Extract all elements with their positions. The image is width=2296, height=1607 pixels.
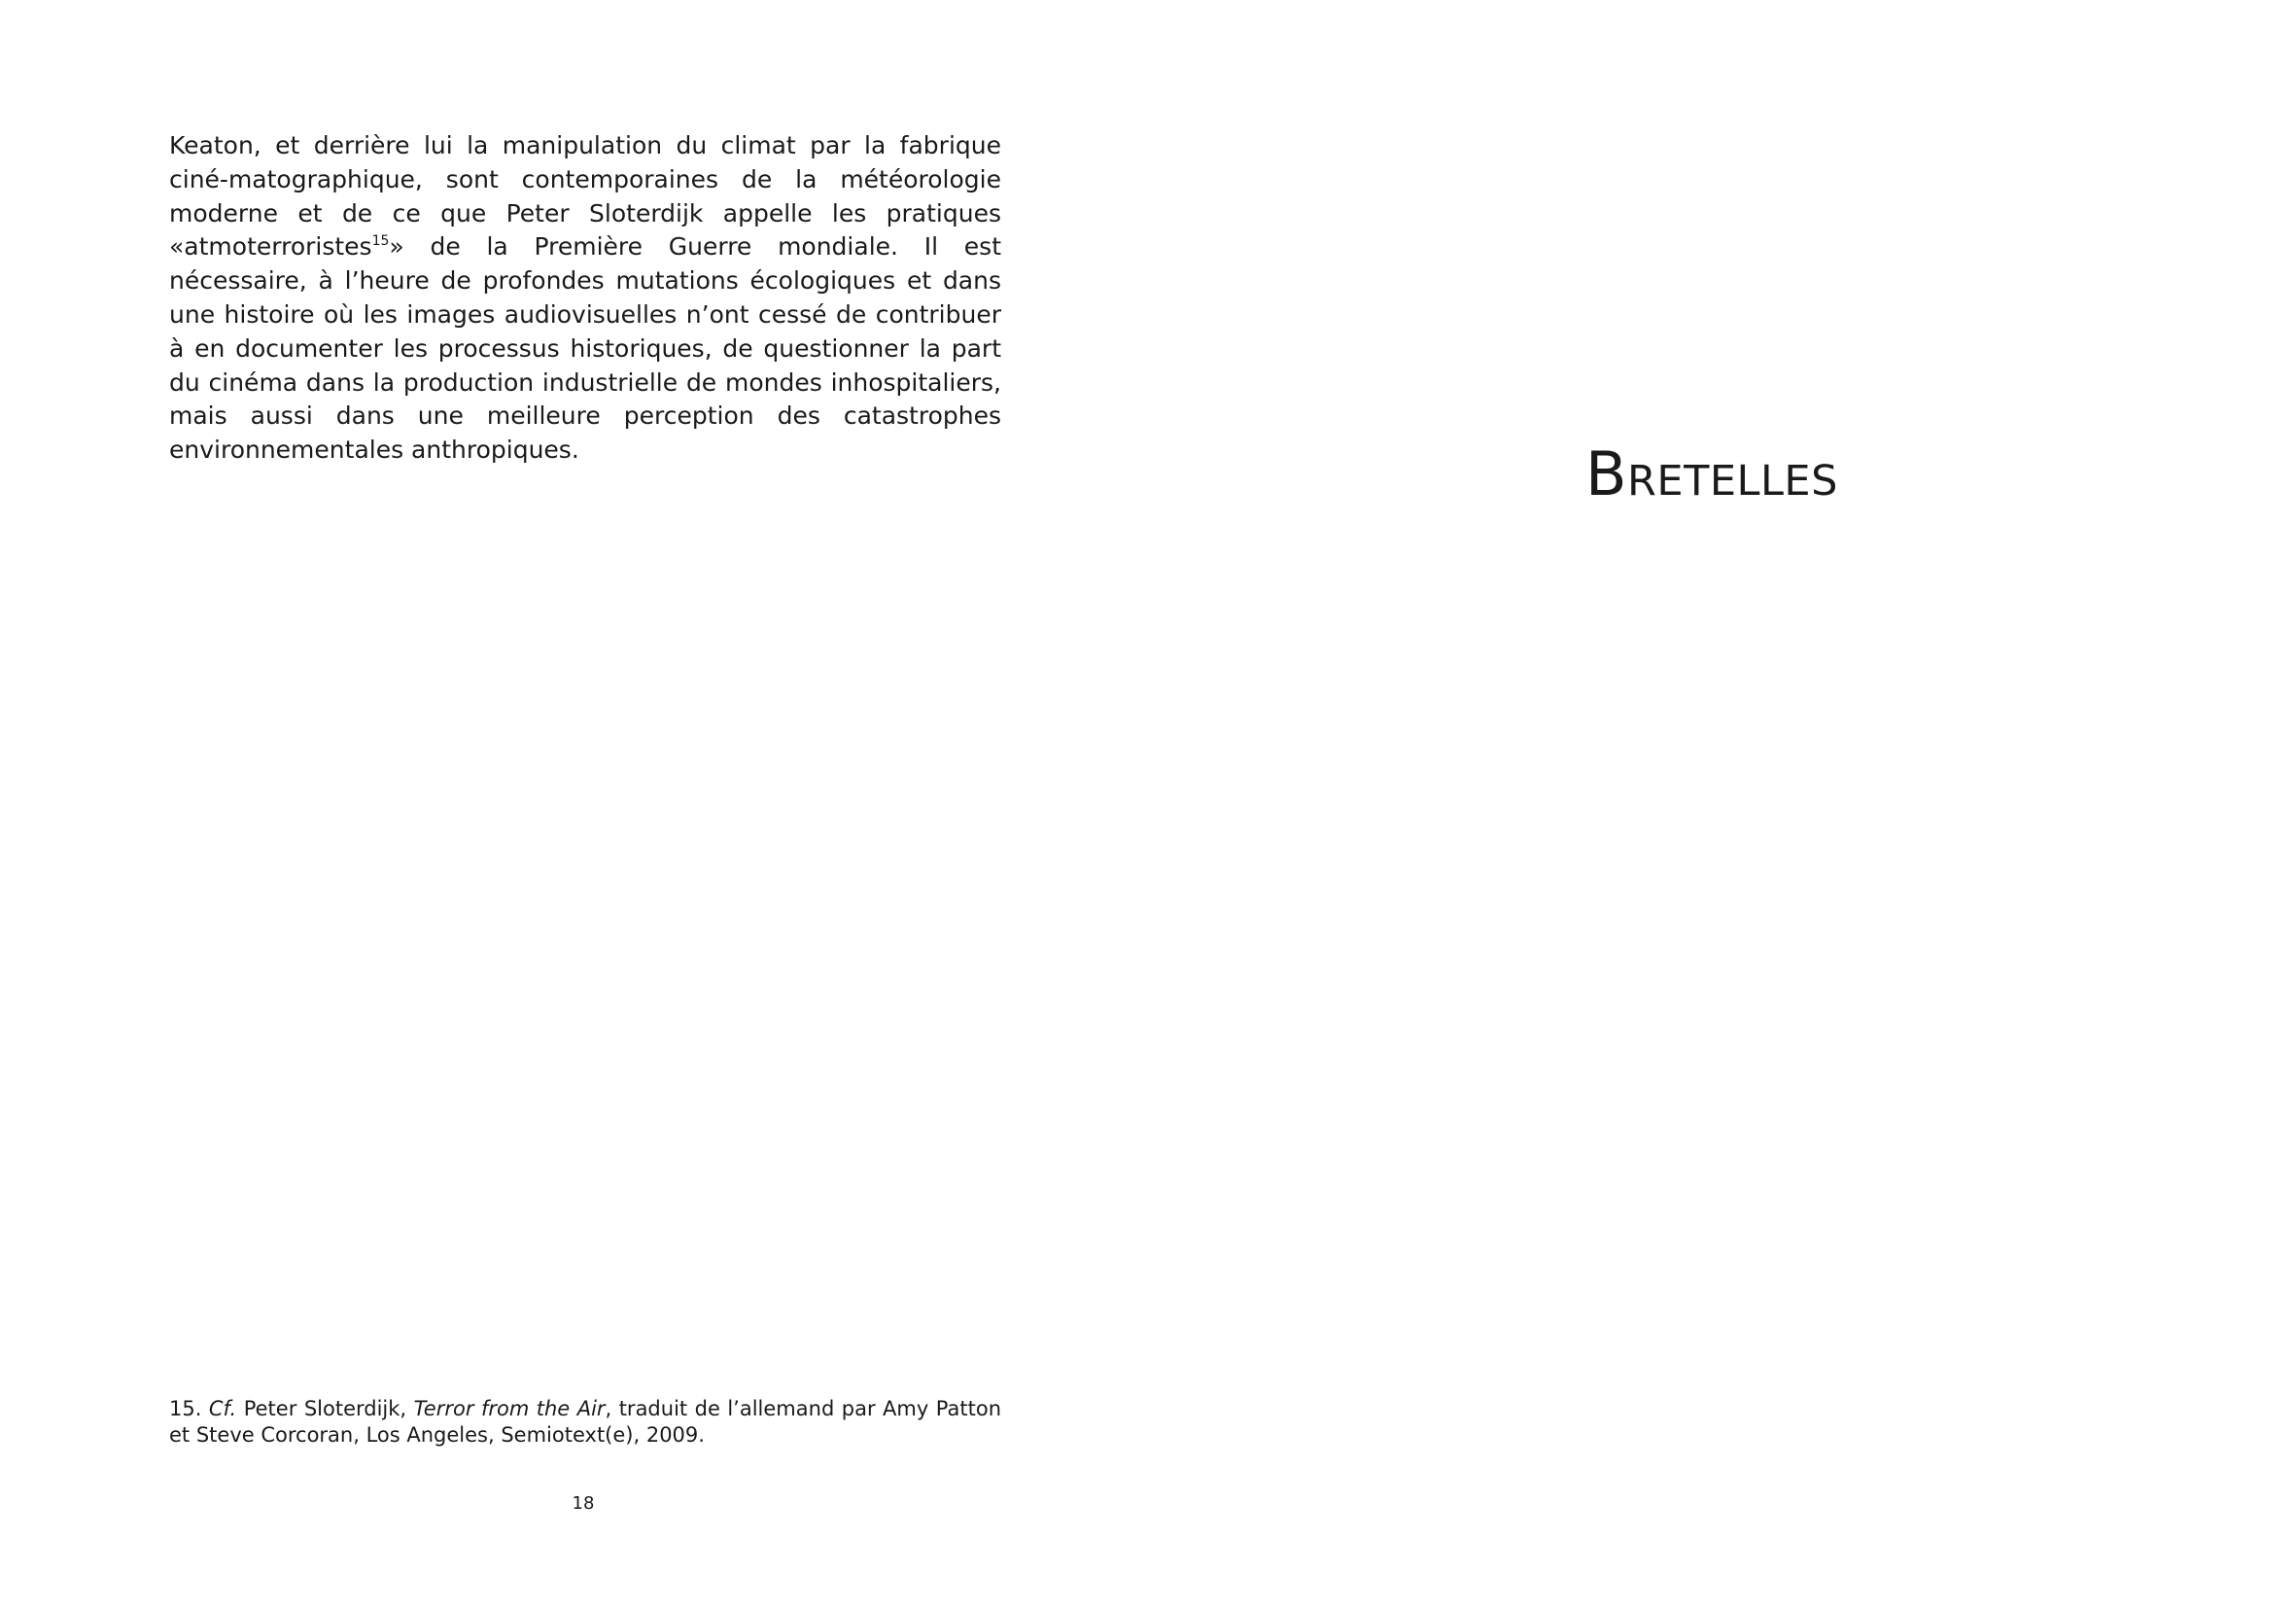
footnote-text-before-title: Peter Sloterdijk, [236,1397,414,1420]
footnote-book-title: Terror from the Air [413,1397,606,1420]
footnote-number: 15. [169,1397,209,1420]
body-paragraph [169,129,1001,468]
paragraph-text-part1: Keaton, et derrière lui la manipulation du climat par la fabrique ciné-matographique, sont contemporaines de la météorologie moderne et de ce que Peter Sloterdijk appelle les pratiques «atmoterroristes [169,131,1001,262]
footnote-cf: Cf. [208,1397,237,1420]
footnote-text [169,1396,1001,1449]
page-number: 18 [572,1493,595,1514]
paragraph-text-part2: » de la Première Guerre mondiale. Il est nécessaire, à l’heure de profondes mutations écologiques et dans une histoire où les images audiovisuelles n’ont cessé de contribuer à en documenter les processus historiques, de questionner la part du cinéma dans la production industrielle de mondes inhospitaliers, mais aussi dans une meilleure perception des catastrophes environnementales anthropiques. [169,232,1001,465]
right-page [1148,0,2296,1607]
footnote-reference: 15 [371,233,390,250]
footnote-text-after-title: , traduit de l’allemand par Amy Patton et Steve Corcoran, Los Angeles, Semiotext(e), 2009. [169,1397,1002,1447]
paragraph [169,129,1001,468]
footnote [169,1396,1001,1449]
section-title: Bretelles [1585,438,1838,509]
